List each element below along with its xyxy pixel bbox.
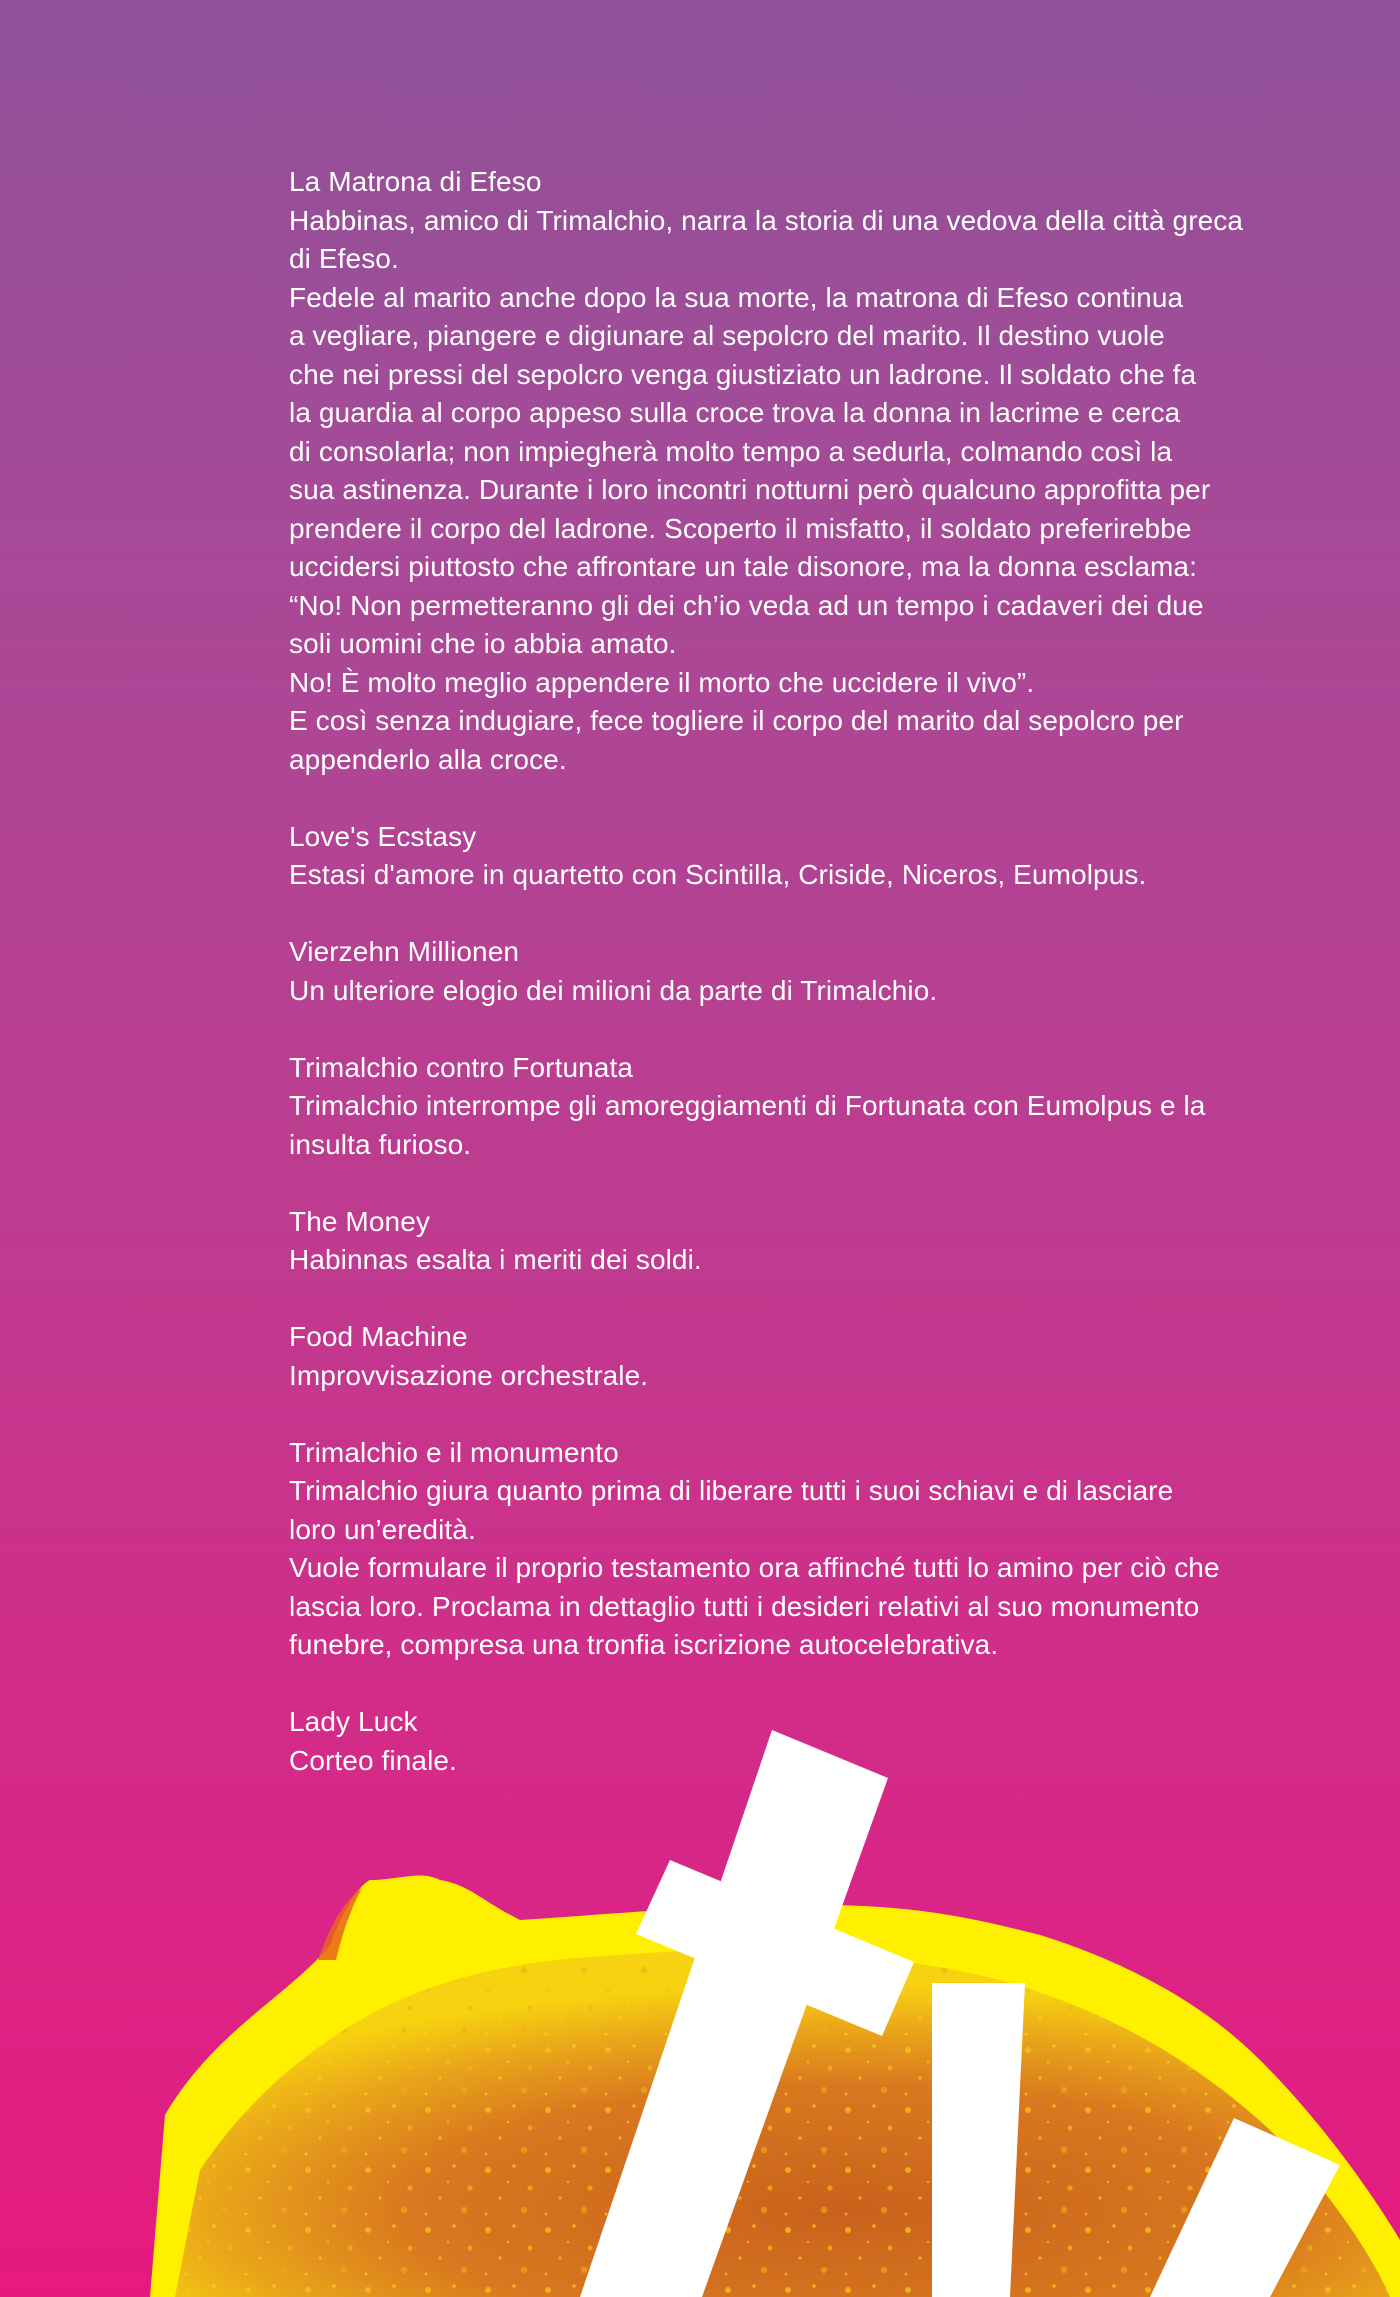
section-text-line: Improvvisazione orchestrale. [289,1359,649,1391]
program-text [289,163,1309,1819]
section-title: Vierzehn Millionen [289,936,520,967]
section-text-line: loro un’eredità. [289,1513,476,1545]
section-title: Trimalchio contro Fortunata [289,1051,634,1083]
section-text-line: Corteo finale. [289,1744,457,1776]
section-text-line: Habbinas, amico di Trimalchio, narra la storia di una vedova della città greca [289,204,1244,236]
section-title: Trimalchio e il monumento [289,1436,619,1468]
section-text-line: Habinnas esalta i meriti dei soldi. [289,1244,702,1275]
section-text-line: soli uomini che io abbia amato. [289,628,677,659]
section-text-line: No! È molto meglio appendere il morto che uccidere il vivo”. [289,666,1035,698]
section-title: Food Machine [289,1321,468,1352]
section-text-line: “No! Non permetteranno gli dei ch’io veda ad un tempo i cadaveri dei due [289,589,1204,621]
section-text-line: insulta furioso. [289,1128,472,1160]
section-text-line: uccidersi piuttosto che affrontare un tale disonore, ma la donna esclama: [289,551,1197,582]
section-text-line: prendere il corpo del ladrone. Scoperto il misfatto, il soldato preferirebbe [289,512,1192,544]
section-text-line: di consolarla; non impiegherà molto tempo a sedurla, colmando così la [289,435,1173,467]
section-text-line: appenderlo alla croce. [289,743,567,775]
section-text-line: E così senza indugiare, fece togliere il corpo del marito dal sepolcro per [289,705,1184,736]
program-section [289,1703,1309,1780]
section-text-line: Vuole formulare il proprio testamento ora affinché tutti lo amino per ciò che [289,1552,1220,1583]
program-section [289,1434,1309,1665]
section-title: La Matrona di Efeso [289,166,542,197]
program-section [289,1049,1309,1165]
section-title: Love's Ecstasy [289,820,477,852]
program-section [289,1318,1309,1395]
section-text-line: funebre, compresa una tronfia iscrizione autocelebrativa. [289,1629,999,1660]
section-text-line: Un ulteriore elogio dei milioni da parte di Trimalchio. [289,974,938,1006]
section-text-line: lascia loro. Proclama in dettaglio tutti i desideri relativi al suo monumento [289,1590,1200,1622]
section-text-line: di Efeso. [289,243,399,274]
section-text-line: Estasi d'amore in quartetto con Scintilla, Criside, Niceros, Eumolpus. [289,859,1147,890]
section-text-line: Trimalchio interrompe gli amoreggiamenti di Fortunata con Eumolpus e la [289,1090,1206,1121]
section-text-line: sua astinenza. Durante i loro incontri notturni però qualcuno approfitta per [289,474,1211,505]
program-section [289,933,1309,1010]
section-text-line: Trimalchio giura quanto prima di liberare tutti i suoi schiavi e di lasciare [289,1475,1174,1506]
section-text-line: a vegliare, piangere e digiunare al sepolcro del marito. Il destino vuole [289,320,1165,351]
section-text-line: la guardia al corpo appeso sulla croce trova la donna in lacrime e cerca [289,397,1181,428]
section-title: The Money [289,1205,430,1237]
section-text-line: che nei pressi del sepolcro venga giustiziato un ladrone. Il soldato che fa [289,358,1197,390]
program-section [289,163,1309,779]
program-section [289,818,1309,895]
section-title: Lady Luck [289,1706,418,1737]
white-bar-shape [932,1983,1025,2297]
section-text-line: Fedele al marito anche dopo la sua morte, la matrona di Efeso continua [289,281,1184,313]
program-section [289,1203,1309,1280]
